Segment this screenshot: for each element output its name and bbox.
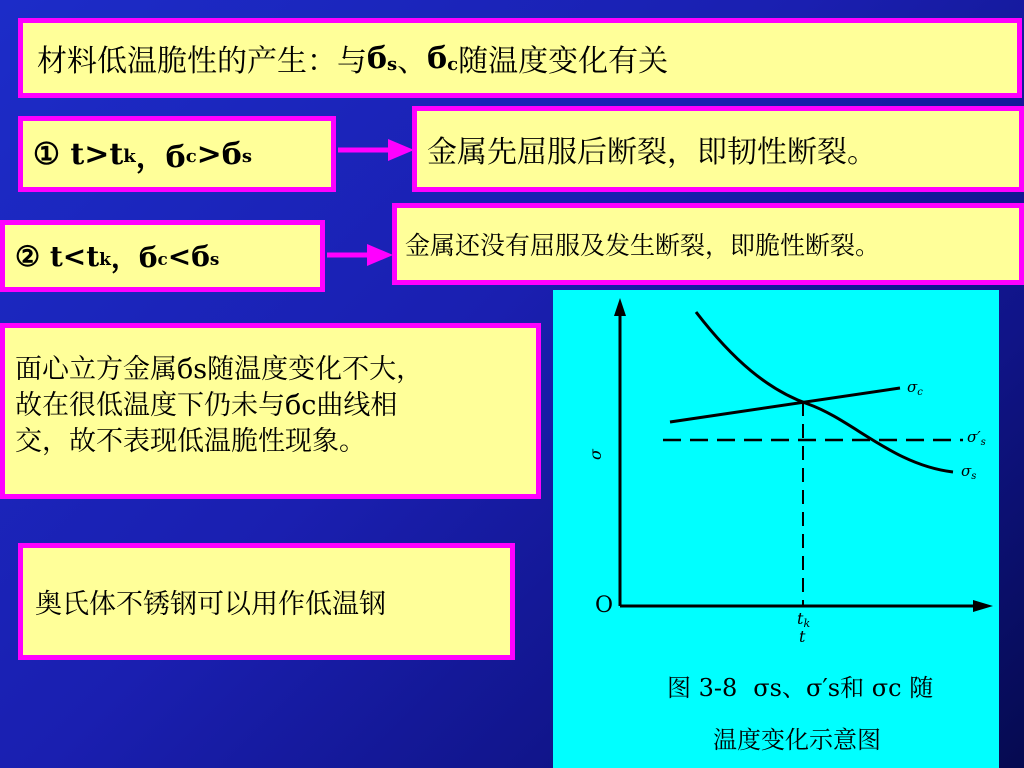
case2-lt: <б bbox=[167, 239, 210, 273]
sigma-s-label: $\sigma_s$ bbox=[961, 462, 977, 482]
case1-sub-c: c bbox=[185, 146, 197, 168]
case1-sub-s: s bbox=[241, 146, 252, 168]
x-axis-arrow-icon bbox=[973, 600, 993, 612]
temperature-diagram-svg bbox=[553, 290, 999, 768]
case1-arrow-icon bbox=[338, 136, 414, 164]
y-axis-arrow-icon bbox=[614, 298, 626, 316]
case1-mid: ，б bbox=[135, 140, 186, 175]
fcc-note-line2: 故在很低温度下仍未与бc曲线相 bbox=[15, 390, 398, 421]
title-sigma-s: б bbox=[367, 40, 388, 76]
title-separator: 、 bbox=[397, 44, 428, 79]
sigma-c-label: $\sigma_c$ bbox=[907, 378, 923, 398]
case2-result-text: 金属还没有屈服及发生断裂，即脆性断裂。 bbox=[405, 231, 881, 260]
origin-label: O bbox=[595, 593, 614, 618]
title-text-before: 材料低温脆性的产生：与 bbox=[37, 44, 367, 79]
case1-condition-box bbox=[18, 116, 336, 192]
sigma-s-prime-label: $\sigma'_s$ bbox=[967, 428, 986, 448]
case1-result-box bbox=[412, 106, 1024, 192]
title-sigma-c: б bbox=[427, 40, 448, 76]
title-sub-c: c bbox=[447, 54, 459, 76]
temperature-diagram-figure bbox=[553, 290, 999, 768]
case2-sub-c: c bbox=[157, 248, 168, 269]
fcc-note-line1: 面心立方金属бs随温度变化不大， bbox=[15, 354, 424, 385]
title-box bbox=[18, 18, 1022, 98]
figure-caption-line2: 温度变化示意图 bbox=[713, 726, 881, 754]
case1-sub-k: k bbox=[123, 146, 136, 168]
title-sub-s: s bbox=[387, 54, 398, 76]
title-text-after: 随温度变化有关 bbox=[458, 44, 669, 79]
case2-sub-s: s bbox=[209, 248, 220, 269]
case1-prefix: ① t>t bbox=[33, 136, 124, 172]
case2-result-box bbox=[392, 203, 1024, 285]
fcc-note-line3: 交，故不表现低温脆性现象。 bbox=[15, 426, 366, 457]
case2-condition-box bbox=[0, 220, 325, 292]
fcc-note-box bbox=[0, 323, 541, 499]
tk-label: tk bbox=[797, 609, 811, 630]
case2-prefix: ② t<t bbox=[15, 239, 100, 273]
y-axis-label: σ bbox=[586, 449, 605, 460]
austenitic-note-text: 奥氏体不锈钢可以用作低温钢 bbox=[35, 589, 386, 620]
case2-sub-k: k bbox=[99, 248, 111, 269]
case2-arrow-icon bbox=[327, 241, 393, 269]
x-axis-label: t bbox=[799, 627, 806, 646]
austenitic-note-box bbox=[18, 543, 515, 660]
case1-gt: >б bbox=[196, 136, 242, 172]
case2-mid: ，б bbox=[110, 241, 158, 274]
case1-result-text: 金属先屈服后断裂，即韧性断裂。 bbox=[427, 135, 877, 170]
figure-caption-line1: 图 3-8 σs、σ′s和 σc 随 bbox=[667, 674, 934, 702]
